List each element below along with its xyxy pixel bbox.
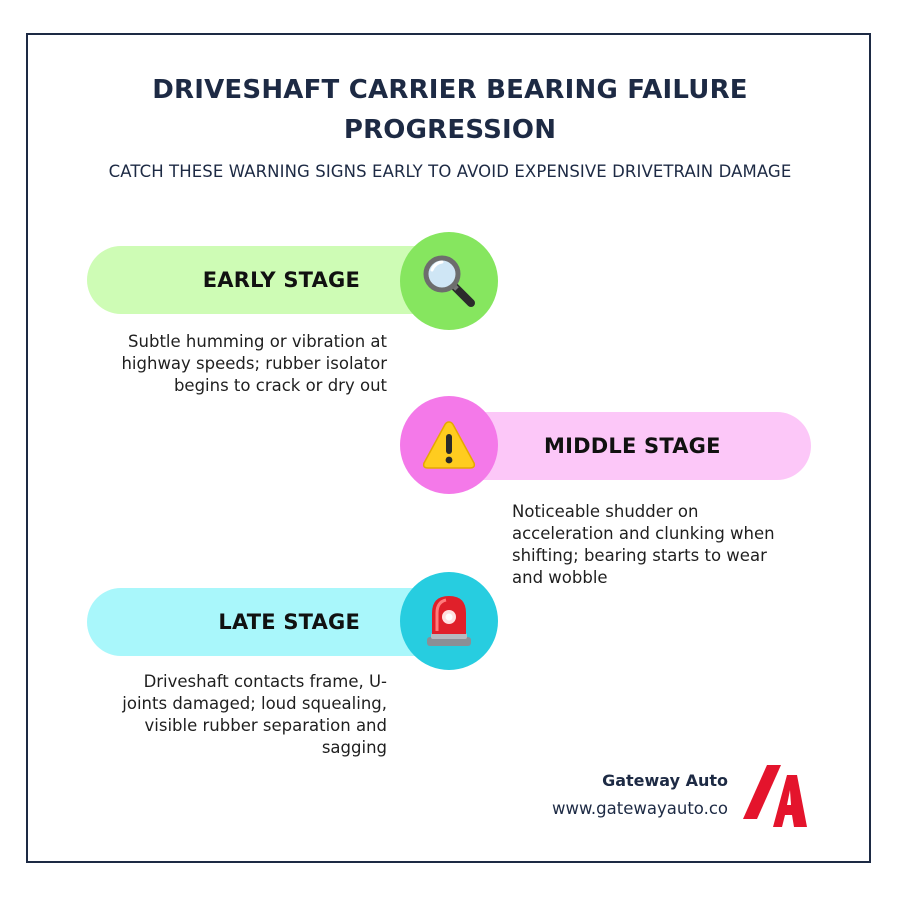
stage-early-label: EARLY STAGE [202,268,360,292]
stage-late-circle [400,572,498,670]
stage-middle-circle [400,396,498,494]
stage-early-circle [400,232,498,330]
rotating-light-icon [424,593,474,649]
brand-url: www.gatewayauto.co [551,799,728,818]
warning-icon [421,419,477,471]
title-line-2: PROGRESSION [343,115,557,145]
brand-name: Gateway Auto [602,771,728,790]
stage-middle-description: Noticeable shudder on acceleration and clunking when shifting; bearing starts to wear and wobble [512,502,775,587]
stage-middle-label: MIDDLE STAGE [544,434,721,458]
stage-late-label: LATE STAGE [218,610,360,634]
title-line-1: DRIVESHAFT CARRIER BEARING FAILURE [152,75,748,105]
page-title [0,70,900,150]
page-subtitle: CATCH THESE WARNING SIGNS EARLY TO AVOID EXPENSIVE DRIVETRAIN DAMAGE [108,162,792,181]
gateway-auto-logo-icon [743,763,809,829]
magnifying-glass-icon [421,253,477,309]
stage-late-description: Driveshaft contacts frame, U-joints damaged; loud squealing, visible rubber separation and sagging [122,672,387,757]
stage-early-description: Subtle humming or vibration at highway speeds; rubber isolator begins to crack or dry out [121,332,387,395]
